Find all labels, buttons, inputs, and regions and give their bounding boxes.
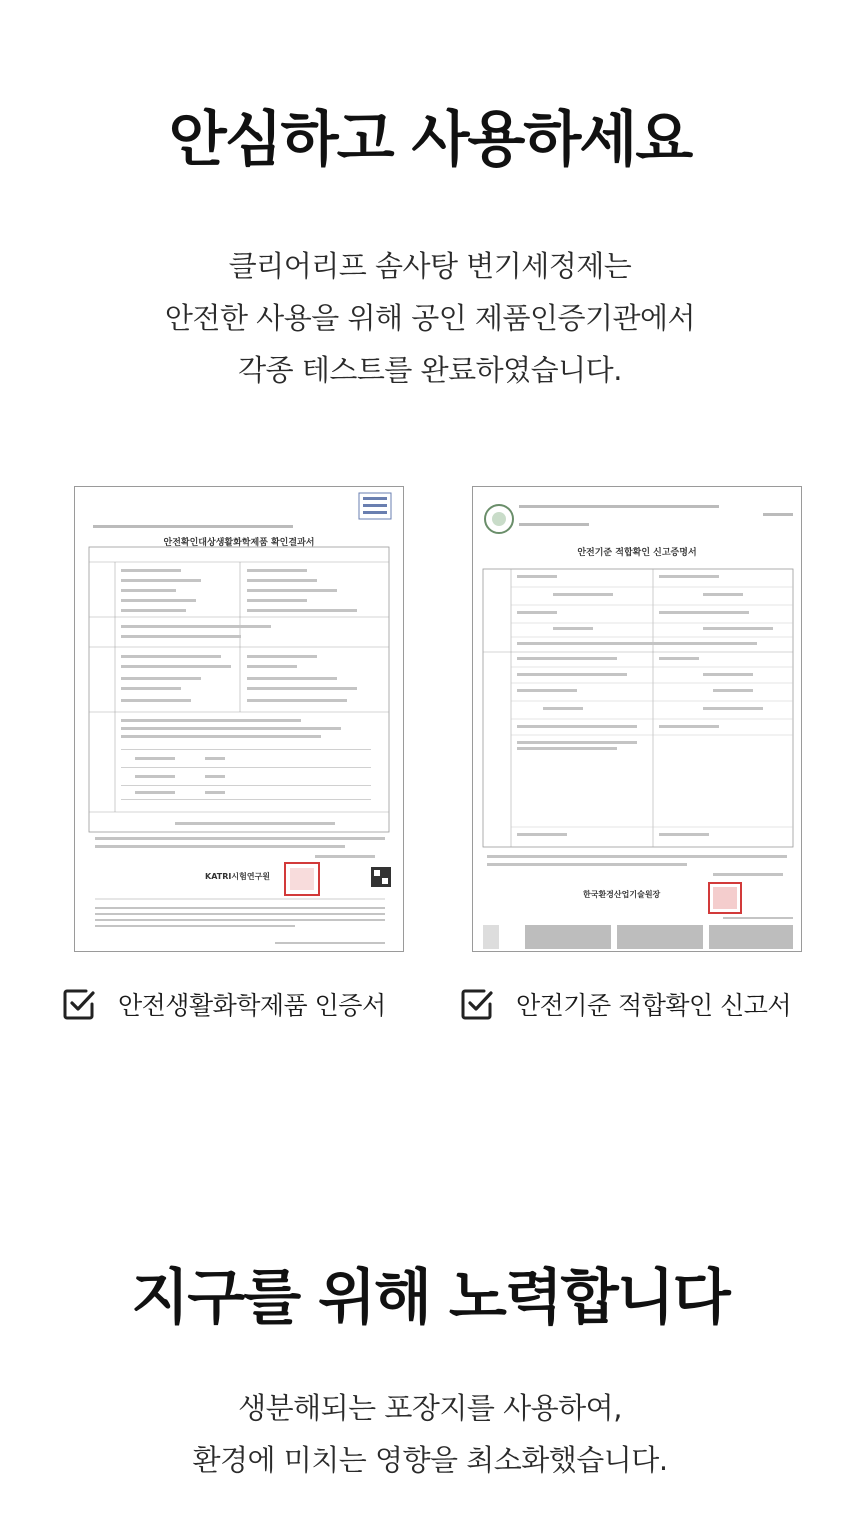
document-issuer: KATRI시험연구원 <box>205 872 271 881</box>
section-title-eco: 지구를 위해 노력합니다 <box>131 1263 729 1333</box>
caption-label: 안전생활화학제품 인증서 <box>118 991 386 1020</box>
eco-description <box>0 1382 860 1486</box>
caption-label: 안전기준 적합확인 신고서 <box>516 991 792 1020</box>
certificate-document-katri <box>74 486 404 952</box>
document-title: 안전기준 적합확인 신고증명서 <box>577 548 697 558</box>
caption-compliance-report <box>460 986 791 1022</box>
document-issuer: 한국환경산업기술원장 <box>583 890 661 899</box>
certificate-document-keiti <box>472 486 802 952</box>
document-title: 안전확인대상생활화학제품 확인결과서 <box>163 538 315 548</box>
caption-safety-certificate <box>62 986 386 1022</box>
eco-description-line: 환경에 미치는 영향을 최소화했습니다. <box>192 1443 668 1477</box>
checkbox-check-icon <box>62 987 96 1021</box>
safety-description-line: 클리어리프 솜사탕 변기세정제는 <box>228 249 632 283</box>
certificate-document-graphic <box>75 487 404 952</box>
safety-description <box>0 240 860 396</box>
eco-description-line: 생분해되는 포장지를 사용하여, <box>238 1391 622 1425</box>
checkbox-check-icon <box>460 987 494 1021</box>
safety-description-line: 안전한 사용을 위해 공인 제품인증기관에서 <box>164 301 696 335</box>
section-title-safety: 안심하고 사용하세요 <box>168 105 692 175</box>
safety-description-line: 각종 테스트를 완료하였습니다. <box>238 353 622 387</box>
